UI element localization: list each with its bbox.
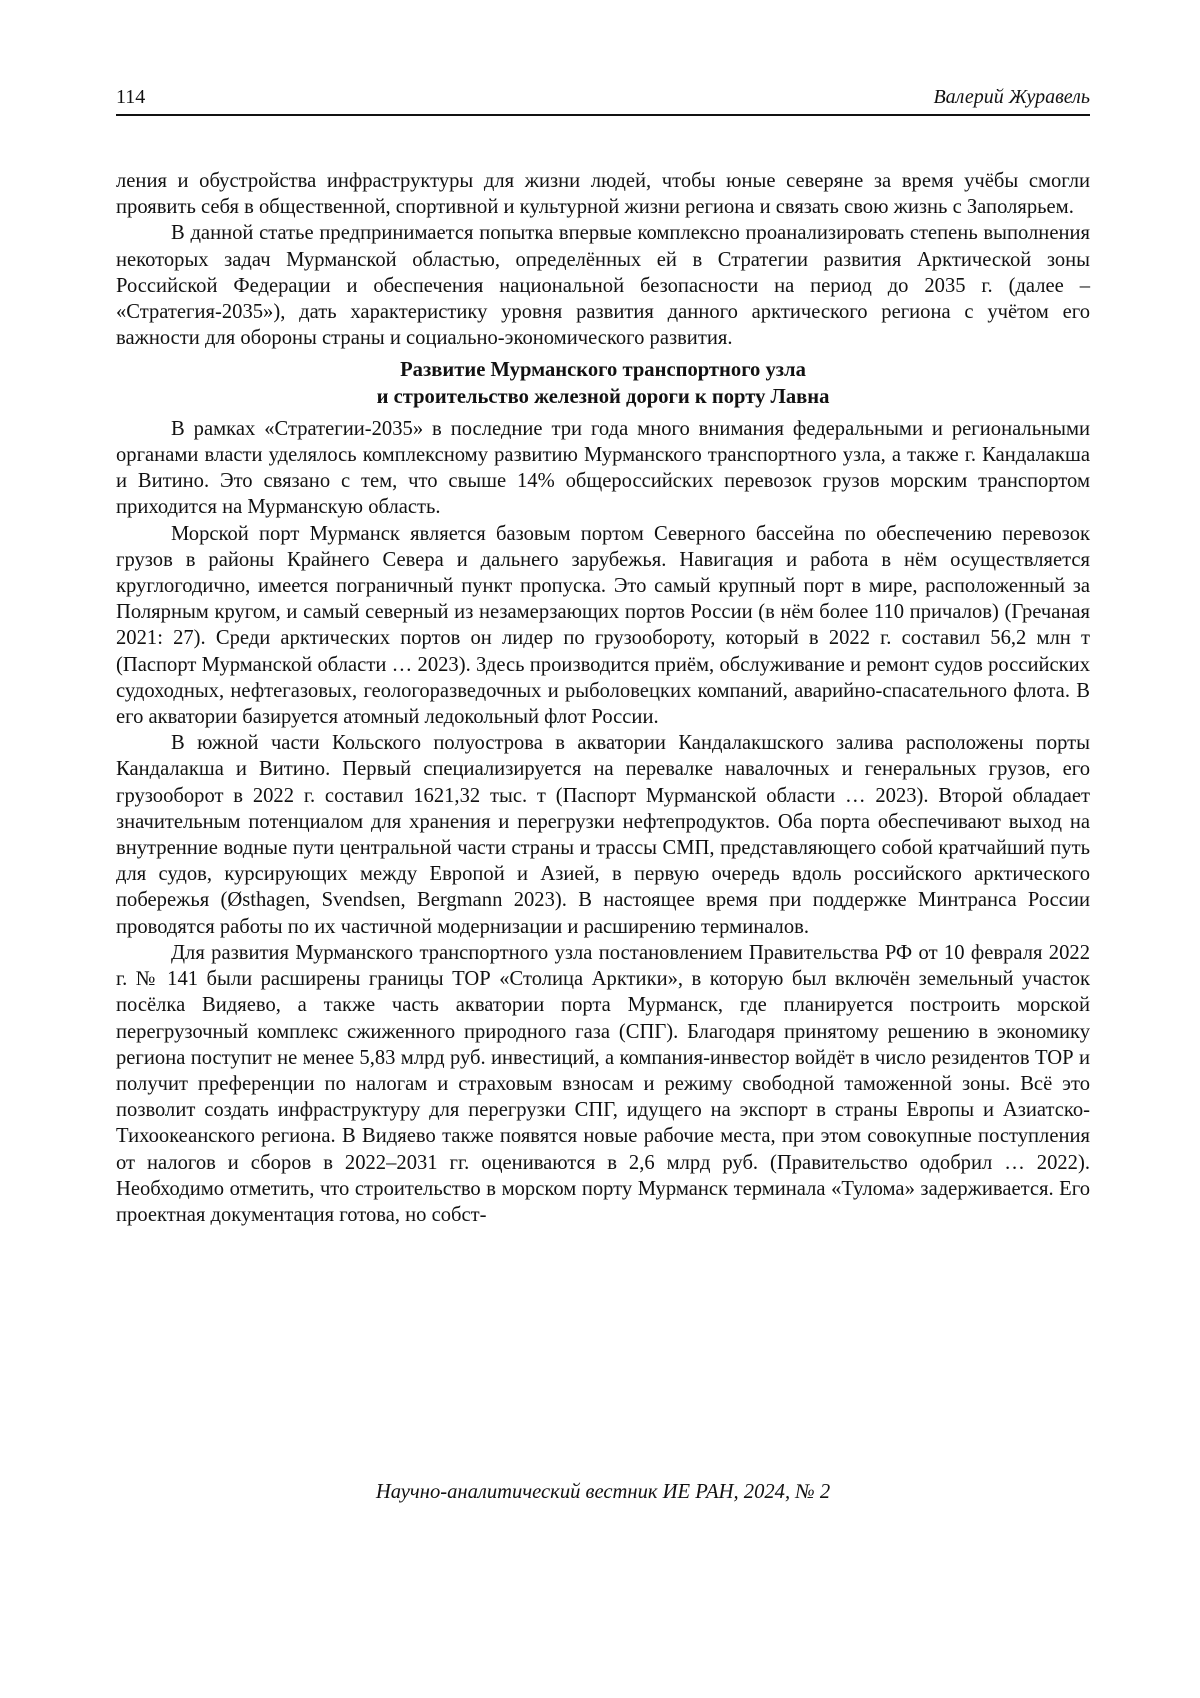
paragraph: В данной статье предпринимается попытка впервые комплексно проанализировать степень выполнения некоторых задач Мурманской областью, определённых ей в Стратегии развития Арктической зоны Российской Федерации и обеспечения национальной безопасности на период до 2035 г. (далее – «Стратегия-2035»), дать характеристику уровня развития данного арктического региона с учётом его важности для обороны страны и социально-экономического развития. — [116, 222, 1090, 350]
paragraph: Морской порт Мурманск является базовым портом Северного бассейна по обеспечению перевозок грузов в районы Крайнего Севера и дальнего зарубежья. Навигация и работа в нём осуществляется круглогодично, имеется пограничный пункт пропуска. Это самый крупный порт в мире, расположенный за Полярным кругом, и самый северный из незамерзающих портов России (в нём более 110 причалов) (Гречаная 2021: 27). Среди арктических портов он лидер по грузообороту, который в 2022 г. составил 56,2 млн т (Паспорт Мурманской области … 2023). Здесь производится приём, обслуживание и ремонт судов российских судоходных, нефтегазовых, геологоразведочных и рыболовецких компаний, аварийно-спасательного флота. В его акватории базируется атомный ледокольный флот России. — [116, 522, 1090, 729]
paragraph: В рамках «Стратегии-2035» в последние три года много внимания федеральными и региональными органами власти уделялось комплексному развитию Мурманского транспортного узла, а также г. Кандалакша и Витино. Это связано с тем, что свыше 14% общероссийских перевозок грузов морским транспортом приходится на Мурманскую область. — [116, 417, 1090, 519]
running-footer: Научно-аналитический вестник ИЕ РАН, 2024, № 2 — [375, 1481, 831, 1503]
section-heading-line: Развитие Мурманского транспортного узла — [400, 359, 806, 382]
paragraph-continuation: ления и обустройства инфраструктуры для жизни людей, чтобы юные северяне за время учёбы смогли проявить себя в общественной, спортивной и культурной жизни региона и связать свою жизнь с Заполярьем. — [116, 170, 1090, 219]
paragraph: Для развития Мурманского транспортного узла постановлением Правительства РФ от 10 февраля 2022 г. № 141 были расширены границы ТОР «Столица Арктики», в которую был включён земельный участок посёлка Видяево, а также часть акватории порта Мурманск, где планируется построить морской перегрузочный комплекс сжиженного природного газа (СПГ). Благодаря принятому решению в экономику региона поступит не менее 5,83 млрд руб. инвестиций, а компания-инвестор войдёт в число резидентов ТОР и получит преференции по налогам и страховым взносам и режиму свободной таможенной зоны. Всё это позволит создать инфраструктуру для перегрузки СПГ, идущего на экспорт в страны Европы и Азиатско-Тихоокеанского региона. В Видяево также появятся новые рабочие места, при этом совокупные поступления от налогов и сборов в 2022–2031 гг. оцениваются в 2,6 млрд руб. (Правительство одобрил … 2022). Необходимо отметить, что строительство в морском порту Мурманск терминала «Тулома» задерживается. Его проектная документация готова, но собст- — [116, 941, 1090, 1226]
running-header — [116, 86, 1090, 116]
author-name: Валерий Журавель — [933, 86, 1090, 108]
paragraph: В южной части Кольского полуострова в акватории Кандалакшского залива расположены порты Кандалакша и Витино. Первый специализируется на перевалке навалочных и генеральных грузов, его грузооборот в 2022 г. составил 1621,32 тыс. т (Паспорт Мурманской области … 2023). Второй обладает значительным потенциалом для хранения и перегрузки нефтепродуктов. Оба порта обеспечивают выход на внутренние водные пути центральной части страны и трассы СМП, представляющего собой кратчайший путь для судов, курсирующих между Европой и Азией, в первую очередь вдоль российского арктического побережья (Østhagen, Svendsen, Bergmann 2023). В настоящее время при поддержке Минтранса России проводятся работы по их частичной модернизации и расширению терминалов. — [116, 732, 1090, 938]
article-body — [116, 168, 1090, 1228]
section-heading-line: и строительство железной дороги к порту Лавна — [376, 385, 830, 408]
page-number: 114 — [116, 86, 146, 108]
section-heading — [116, 357, 1090, 409]
